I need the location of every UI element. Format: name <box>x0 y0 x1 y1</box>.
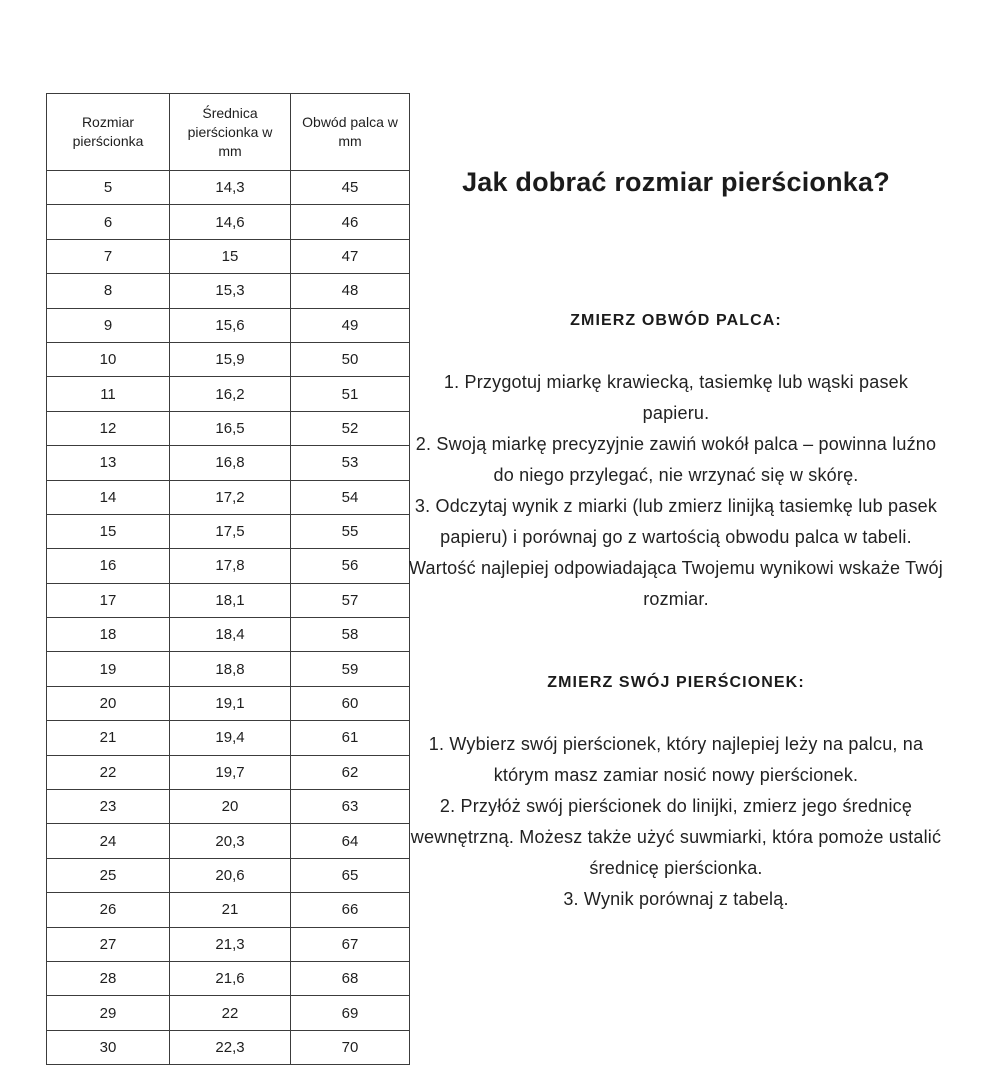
table-cell: 56 <box>291 549 410 583</box>
table-row <box>47 686 410 720</box>
table-cell: 58 <box>291 618 410 652</box>
table-cell: 5 <box>47 171 170 205</box>
table-cell: 25 <box>47 858 170 892</box>
table-row <box>47 1030 410 1064</box>
table-cell: 23 <box>47 790 170 824</box>
table-cell: 68 <box>291 961 410 995</box>
table-cell: 17 <box>47 583 170 617</box>
table-body <box>47 171 410 1065</box>
table-cell: 18,8 <box>170 652 291 686</box>
table-cell: 16,8 <box>170 446 291 480</box>
table-row <box>47 893 410 927</box>
table-cell: 20 <box>170 790 291 824</box>
table-cell: 21,3 <box>170 927 291 961</box>
table-cell: 18,1 <box>170 583 291 617</box>
section-heading-measure-finger: ZMIERZ OBWÓD PALCA: <box>570 312 782 329</box>
table-cell: 15,9 <box>170 342 291 376</box>
table-cell: 24 <box>47 824 170 858</box>
table-cell: 17,8 <box>170 549 291 583</box>
table-row <box>47 239 410 273</box>
table-cell: 28 <box>47 961 170 995</box>
instruction-list-ring <box>408 729 944 915</box>
table-cell: 22 <box>47 755 170 789</box>
table-cell: 59 <box>291 652 410 686</box>
table-row <box>47 824 410 858</box>
table-cell: 16,5 <box>170 411 291 445</box>
table-cell: 18 <box>47 618 170 652</box>
table-cell: 6 <box>47 205 170 239</box>
table-cell: 20 <box>47 686 170 720</box>
table-cell: 69 <box>291 996 410 1030</box>
table-cell: 30 <box>47 1030 170 1064</box>
table-cell: 53 <box>291 446 410 480</box>
table-cell: 19,7 <box>170 755 291 789</box>
table-cell: 14,6 <box>170 205 291 239</box>
table-cell: 21,6 <box>170 961 291 995</box>
table-cell: 63 <box>291 790 410 824</box>
table-cell: 54 <box>291 480 410 514</box>
table-row <box>47 961 410 995</box>
col-header-ring-size: Rozmiar pierścionka <box>47 94 170 171</box>
table-cell: 15 <box>170 239 291 273</box>
table-row <box>47 721 410 755</box>
section-heading-measure-ring: ZMIERZ SWÓJ PIERŚCIONEK: <box>547 674 805 691</box>
table-row <box>47 446 410 480</box>
table-row <box>47 514 410 548</box>
table-cell: 8 <box>47 274 170 308</box>
col-header-finger-circumference: Obwód palca w mm <box>291 94 410 171</box>
table-cell: 12 <box>47 411 170 445</box>
table-header-row <box>47 94 410 171</box>
table-cell: 22 <box>170 996 291 1030</box>
table-cell: 10 <box>47 342 170 376</box>
table-cell: 19,4 <box>170 721 291 755</box>
table-row <box>47 274 410 308</box>
instruction-list-finger <box>408 367 944 615</box>
table-cell: 21 <box>47 721 170 755</box>
table-cell: 19,1 <box>170 686 291 720</box>
table-cell: 15 <box>47 514 170 548</box>
table-cell: 52 <box>291 411 410 445</box>
table-row <box>47 996 410 1030</box>
table-cell: 26 <box>47 893 170 927</box>
table-cell: 22,3 <box>170 1030 291 1064</box>
table-cell: 46 <box>291 205 410 239</box>
instruction-item: 3. Wynik porównaj z tabelą. <box>563 889 789 909</box>
table-cell: 21 <box>170 893 291 927</box>
table-cell: 49 <box>291 308 410 342</box>
table-cell: 60 <box>291 686 410 720</box>
table-cell: 20,3 <box>170 824 291 858</box>
table-row <box>47 171 410 205</box>
table-cell: 14,3 <box>170 171 291 205</box>
table-cell: 51 <box>291 377 410 411</box>
table-cell: 64 <box>291 824 410 858</box>
table-row <box>47 377 410 411</box>
page-title: Jak dobrać rozmiar pierścionka? <box>462 167 890 197</box>
table-cell: 50 <box>291 342 410 376</box>
table-cell: 62 <box>291 755 410 789</box>
table-cell: 47 <box>291 239 410 273</box>
table-row <box>47 583 410 617</box>
table-cell: 13 <box>47 446 170 480</box>
table-cell: 14 <box>47 480 170 514</box>
table-cell: 70 <box>291 1030 410 1064</box>
table-cell: 55 <box>291 514 410 548</box>
table-cell: 67 <box>291 927 410 961</box>
table-row <box>47 342 410 376</box>
table-cell: 9 <box>47 308 170 342</box>
table-cell: 66 <box>291 893 410 927</box>
size-table-container <box>46 93 410 1065</box>
table-row <box>47 205 410 239</box>
table-row <box>47 927 410 961</box>
section-measure-finger <box>408 311 944 615</box>
instruction-item: 2. Przyłóż swój pierścionek do linijki, zmierz jego średnicę wewnętrzną. Możesz także użyć suwmiarki, która pomoże ustalić średnicę pierścionka. <box>410 796 942 878</box>
table-cell: 27 <box>47 927 170 961</box>
instruction-item: 1. Przygotuj miarkę krawiecką, tasiemkę lub wąski pasek papieru. <box>443 372 909 423</box>
table-cell: 11 <box>47 377 170 411</box>
table-row <box>47 858 410 892</box>
table-cell: 7 <box>47 239 170 273</box>
table-cell: 57 <box>291 583 410 617</box>
table-row <box>47 308 410 342</box>
table-cell: 20,6 <box>170 858 291 892</box>
table-cell: 48 <box>291 274 410 308</box>
table-cell: 19 <box>47 652 170 686</box>
table-cell: 15,3 <box>170 274 291 308</box>
table-cell: 45 <box>291 171 410 205</box>
table-row <box>47 652 410 686</box>
table-cell: 16,2 <box>170 377 291 411</box>
table-cell: 17,2 <box>170 480 291 514</box>
instruction-item: 3. Odczytaj wynik z miarki (lub zmierz linijką tasiemkę lub pasek papieru) i porównaj go z wartością obwodu palca w tabeli. Wartość najlepiej odpowiadająca Twojemu wynikowi wskaże Twój rozmiar. <box>409 496 943 609</box>
table-cell: 16 <box>47 549 170 583</box>
table-row <box>47 480 410 514</box>
instruction-item: 1. Wybierz swój pierścionek, który najlepiej leży na palcu, na którym masz zamiar nosić nowy pierścionek. <box>428 734 924 785</box>
instructions-panel <box>408 166 944 915</box>
table-row <box>47 549 410 583</box>
table-row <box>47 790 410 824</box>
table-cell: 18,4 <box>170 618 291 652</box>
ring-size-table <box>46 93 410 1065</box>
instruction-item: 2. Swoją miarkę precyzyjnie zawiń wokół palca – powinna luźno do niego przylegać, nie wrzynać się w skórę. <box>415 434 937 485</box>
col-header-ring-diameter: Średnica pierścionka w mm <box>170 94 291 171</box>
table-cell: 15,6 <box>170 308 291 342</box>
table-row <box>47 618 410 652</box>
section-measure-ring <box>408 673 944 915</box>
table-row <box>47 755 410 789</box>
table-cell: 61 <box>291 721 410 755</box>
table-cell: 29 <box>47 996 170 1030</box>
table-cell: 65 <box>291 858 410 892</box>
table-cell: 17,5 <box>170 514 291 548</box>
table-row <box>47 411 410 445</box>
